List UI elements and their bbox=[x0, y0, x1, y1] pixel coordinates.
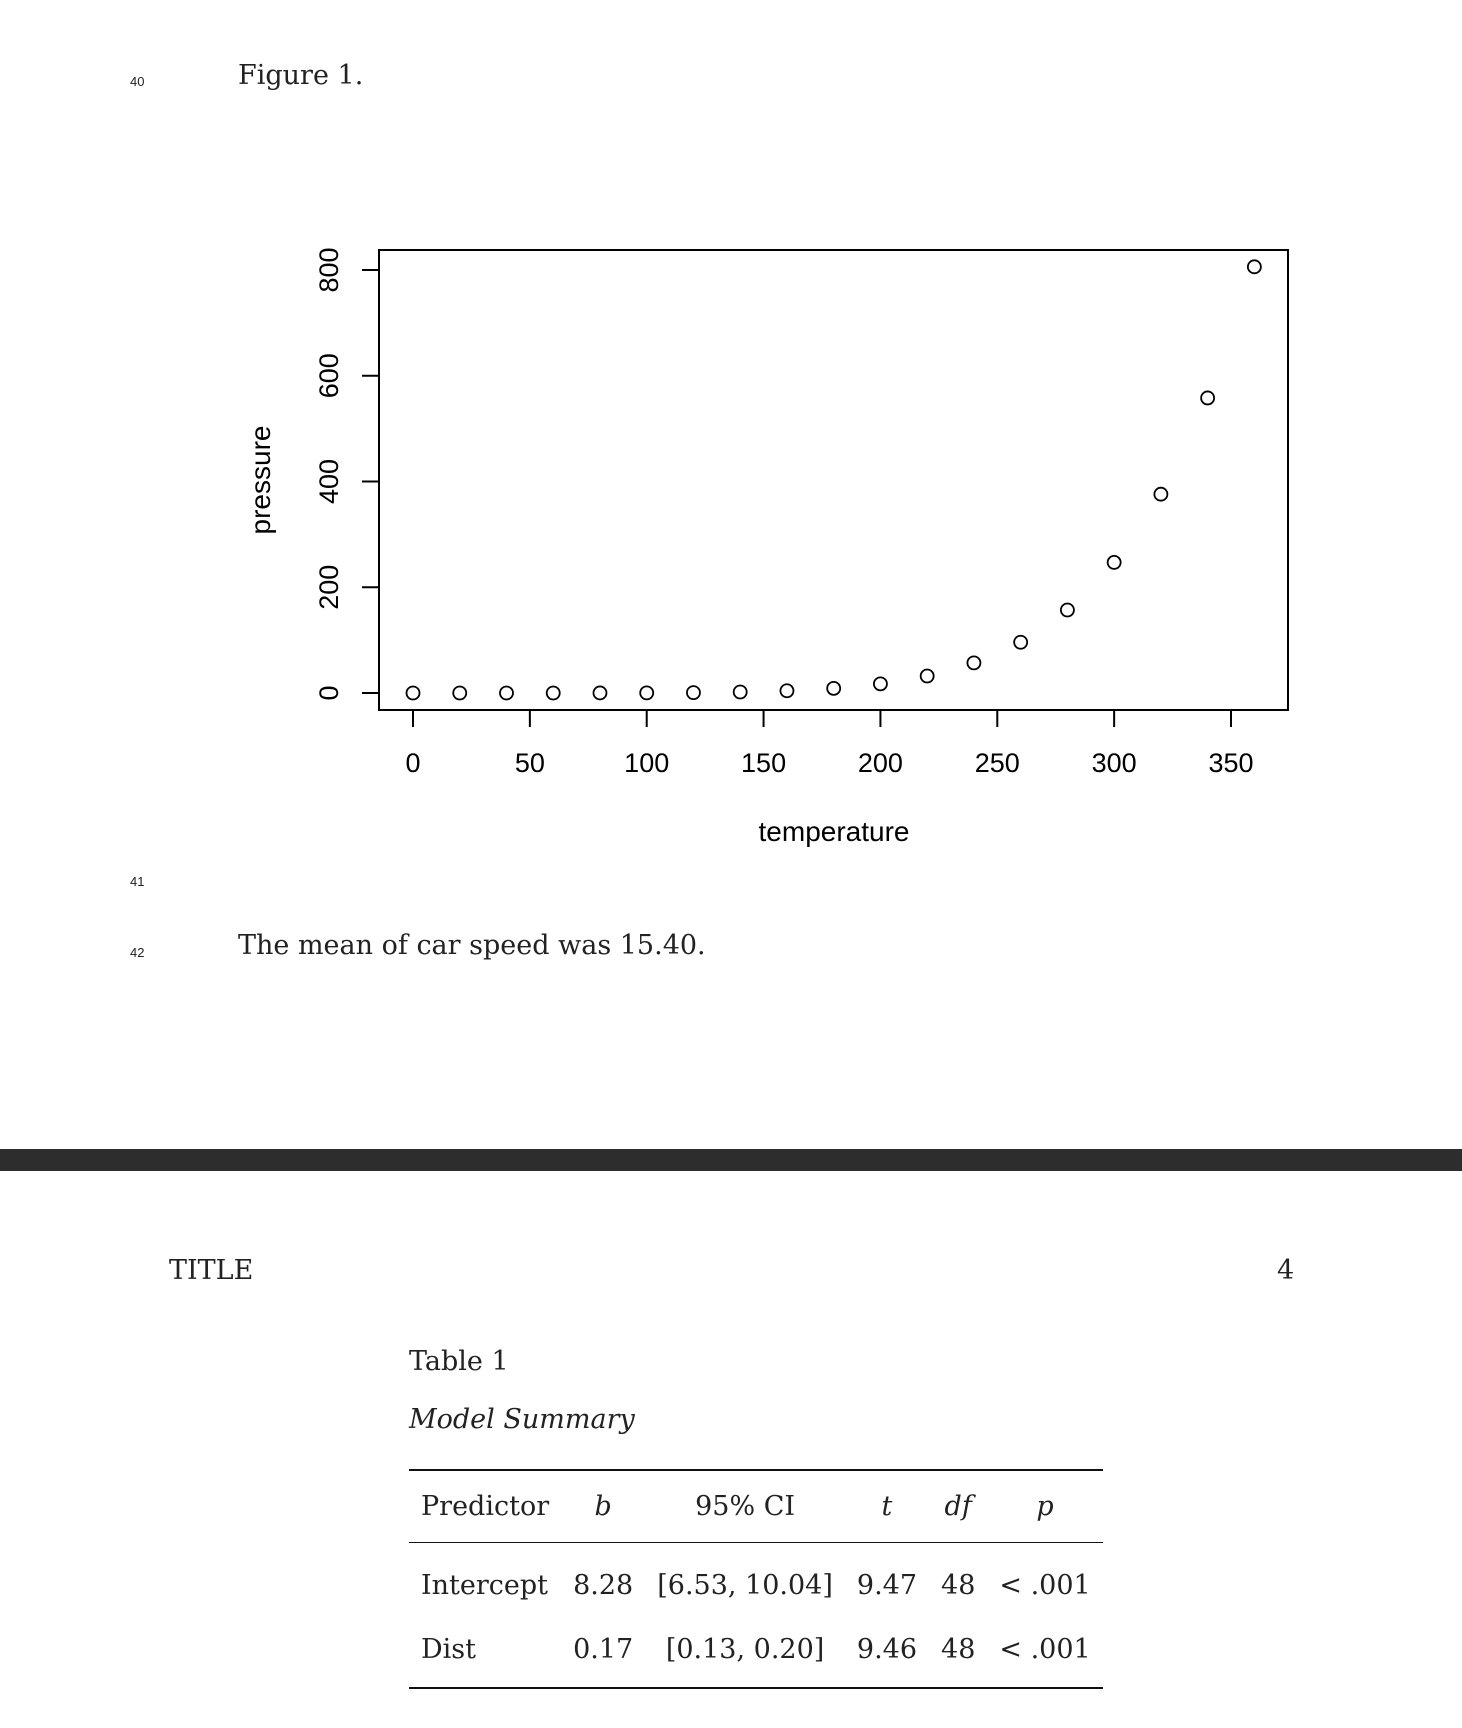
data-point bbox=[1201, 391, 1214, 404]
cell-predictor: Dist bbox=[421, 1633, 476, 1665]
line-number-42: 42 bbox=[130, 945, 145, 960]
data-point bbox=[407, 686, 420, 699]
data-point bbox=[1248, 260, 1261, 273]
table-title: Model Summary bbox=[409, 1404, 635, 1435]
header-t: t bbox=[881, 1491, 893, 1522]
y-axis-label: pressure bbox=[245, 425, 276, 535]
cell-ci: [6.53, 10.04] bbox=[657, 1569, 833, 1601]
cell-b: 0.17 bbox=[573, 1633, 634, 1665]
y-tick-label: 200 bbox=[314, 564, 344, 610]
table-row bbox=[409, 1623, 1103, 1688]
x-tick-label: 0 bbox=[405, 748, 421, 778]
y-tick-label: 600 bbox=[314, 353, 344, 399]
page-divider bbox=[0, 1149, 1462, 1171]
data-point bbox=[547, 686, 560, 699]
cell-b: 8.28 bbox=[573, 1569, 634, 1601]
data-point bbox=[687, 686, 700, 699]
plot-frame bbox=[379, 250, 1288, 710]
data-point bbox=[500, 686, 513, 699]
y-tick-label: 800 bbox=[314, 247, 344, 293]
data-point bbox=[593, 686, 606, 699]
data-point bbox=[640, 686, 653, 699]
model-summary-table bbox=[409, 1469, 1103, 1689]
line-number-41: 41 bbox=[130, 874, 145, 889]
table-label: Table 1 bbox=[409, 1346, 509, 1377]
table-header-row bbox=[409, 1470, 1103, 1543]
running-head: TITLE bbox=[169, 1255, 254, 1286]
body-paragraph: The mean of car speed was 15.40. bbox=[238, 930, 706, 961]
x-axis-label: temperature bbox=[758, 816, 910, 847]
data-point bbox=[453, 686, 466, 699]
y-tick-label: 400 bbox=[314, 458, 344, 505]
cell-t: 9.47 bbox=[856, 1569, 918, 1601]
data-point bbox=[967, 656, 980, 669]
table-row bbox=[409, 1543, 1103, 1624]
y-tick-label: 0 bbox=[314, 685, 344, 701]
cell-predictor: Intercept bbox=[421, 1569, 549, 1601]
data-point bbox=[921, 670, 934, 683]
header-predictor: Predictor bbox=[421, 1491, 550, 1522]
data-point bbox=[1108, 556, 1121, 569]
x-tick-label: 200 bbox=[857, 748, 903, 778]
x-tick-label: 100 bbox=[624, 748, 670, 778]
line-number-40: 40 bbox=[130, 74, 145, 89]
data-point bbox=[780, 684, 793, 697]
x-tick-label: 300 bbox=[1091, 748, 1137, 778]
data-point bbox=[827, 682, 840, 695]
cell-df: 48 bbox=[941, 1569, 976, 1601]
data-point bbox=[734, 686, 747, 699]
data-point bbox=[1061, 603, 1074, 616]
x-tick-label: 50 bbox=[514, 748, 545, 778]
x-tick-label: 350 bbox=[1208, 748, 1254, 778]
header-ci: 95% CI bbox=[695, 1491, 796, 1522]
cell-t: 9.46 bbox=[856, 1633, 918, 1665]
data-point bbox=[1154, 488, 1167, 501]
x-tick-label: 150 bbox=[741, 748, 787, 778]
data-point bbox=[1014, 636, 1027, 649]
x-tick-label: 250 bbox=[974, 748, 1020, 778]
header-p: p bbox=[1036, 1491, 1054, 1522]
page-number: 4 bbox=[1277, 1255, 1295, 1286]
figure-caption: Figure 1. bbox=[238, 60, 364, 91]
header-df: df bbox=[944, 1491, 972, 1522]
data-point bbox=[874, 677, 887, 690]
header-b: b bbox=[594, 1491, 612, 1522]
cell-ci: [0.13, 0.20] bbox=[665, 1633, 825, 1665]
cell-p: < .001 bbox=[999, 1633, 1091, 1665]
cell-df: 48 bbox=[941, 1633, 976, 1665]
cell-p: < .001 bbox=[999, 1569, 1091, 1601]
